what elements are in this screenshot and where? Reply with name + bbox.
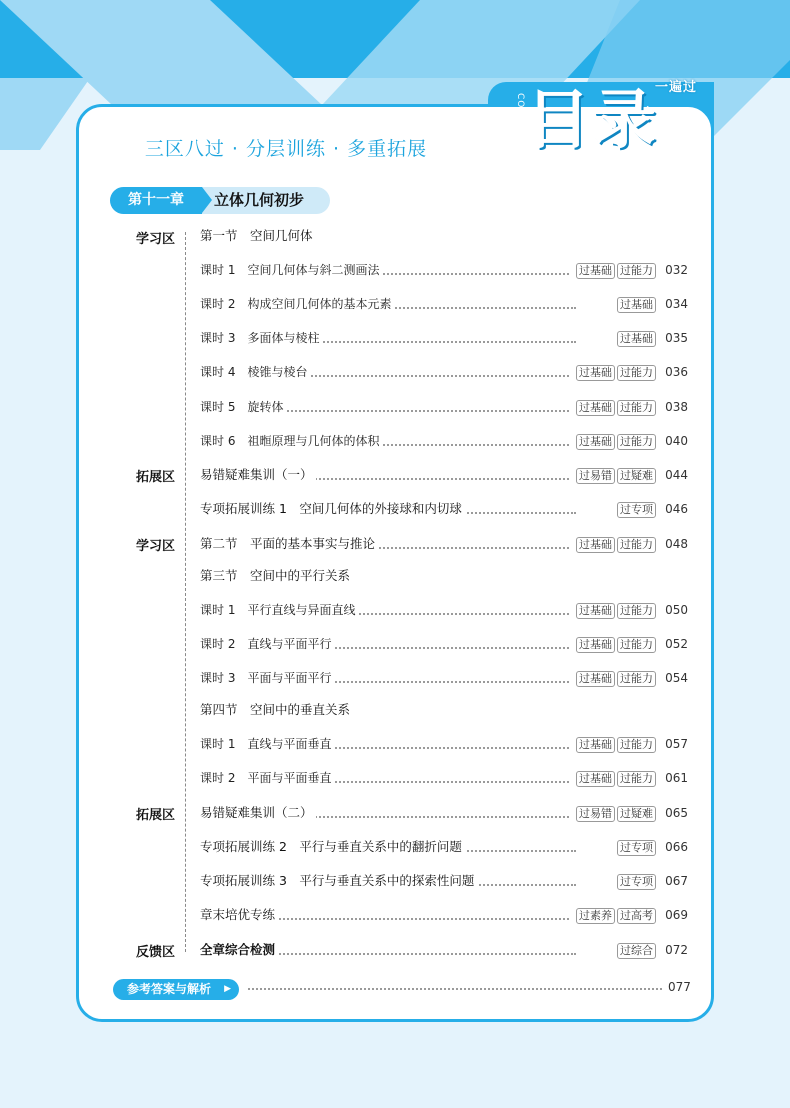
tag-badge: 过基础	[576, 637, 615, 653]
toc-text: 章末培优专练	[200, 906, 278, 924]
toc-lesson-1-2[interactable]	[200, 295, 688, 313]
tag-badge: 过能力	[617, 603, 656, 619]
toc-text: 课时 4 棱锥与棱台	[200, 363, 310, 381]
zone-label-study-1: 学习区	[136, 232, 176, 247]
dot-leader	[248, 988, 662, 990]
page-number: 032	[665, 263, 688, 277]
zone-label-study-2: 学习区	[136, 539, 176, 554]
tag-badge: 过能力	[617, 365, 656, 381]
toc-lesson-1-1[interactable]	[200, 261, 688, 279]
toc-text: 第三节 空间中的平行关系	[200, 567, 353, 585]
toc-special-training-3[interactable]	[200, 872, 688, 890]
page-number: 035	[665, 331, 688, 345]
zone-label-feedback: 反馈区	[136, 945, 176, 960]
tag-badge: 过易错	[576, 806, 615, 822]
tag-badge: 过疑难	[617, 468, 656, 484]
answers-page-number: 077	[668, 980, 691, 994]
tag-badge: 过基础	[576, 434, 615, 450]
toc-text: 课时 1 空间几何体与斜二测画法	[200, 261, 382, 279]
toc-lesson-3-1[interactable]	[200, 601, 688, 619]
zone-label-extend-1: 拓展区	[136, 470, 176, 485]
toc-text: 专项拓展训练 1 空间几何体的外接球和内切球	[200, 500, 465, 518]
page-number: 066	[665, 840, 688, 854]
toc-special-training-1[interactable]	[200, 500, 688, 518]
toc-text: 课时 1 直线与平面垂直	[200, 735, 334, 753]
toc-lesson-1-6[interactable]	[200, 432, 688, 450]
tag-badge: 过能力	[617, 400, 656, 416]
toc-section-1[interactable]	[200, 227, 688, 245]
toc-lesson-1-5[interactable]	[200, 398, 688, 416]
toc-lesson-1-4[interactable]	[200, 363, 688, 381]
toc-lesson-3-3[interactable]	[200, 669, 688, 687]
toc-special-training-2[interactable]	[200, 838, 688, 856]
toc-text: 第一节 空间几何体	[200, 227, 316, 245]
tag-badge: 过专项	[617, 840, 656, 856]
toc-text: 课时 2 直线与平面平行	[200, 635, 334, 653]
page-number: 048	[665, 537, 688, 551]
tag-badge: 过基础	[617, 297, 656, 313]
page-number: 046	[665, 502, 688, 516]
toc-lesson-3-2[interactable]	[200, 635, 688, 653]
tag-badge: 过基础	[576, 537, 615, 553]
tag-badge: 过高考	[617, 908, 656, 924]
brand-tag: 一遍过	[655, 80, 698, 95]
tag-badge: 过能力	[617, 771, 656, 787]
toc-text: 易错疑难集训（一）	[200, 466, 316, 484]
chapter-number: 第十一章	[110, 187, 202, 214]
tag-badge: 过能力	[617, 671, 656, 687]
toc-section-2[interactable]	[200, 535, 688, 553]
page-number: 044	[665, 468, 688, 482]
toc-text: 第二节 平面的基本事实与推论	[200, 535, 378, 553]
chapter-name: 立体几何初步	[214, 191, 305, 209]
page-number: 067	[665, 874, 688, 888]
toc-error-review-1[interactable]	[200, 466, 688, 484]
page-title: 目录	[526, 84, 658, 158]
toc-lesson-1-3[interactable]	[200, 329, 688, 347]
chapter-heading[interactable]	[110, 187, 330, 214]
zone-label-extend-2: 拓展区	[136, 808, 176, 823]
page-number: 038	[665, 400, 688, 414]
toc-error-review-2[interactable]	[200, 804, 688, 822]
page-number: 069	[665, 908, 688, 922]
tag-badge: 过基础	[576, 603, 615, 619]
tag-badge: 过专项	[617, 874, 656, 890]
toc-text: 课时 2 平面与平面垂直	[200, 769, 334, 787]
contents-word: CONTENTS	[515, 93, 525, 151]
tag-badge: 过综合	[617, 943, 656, 959]
timeline-line	[185, 232, 186, 952]
page-number: 052	[665, 637, 688, 651]
toc-chapter-test[interactable]	[200, 941, 688, 959]
toc-lesson-4-2[interactable]	[200, 769, 688, 787]
answers-button[interactable]	[113, 979, 239, 1000]
page-number: 040	[665, 434, 688, 448]
tag-badge: 过基础	[576, 771, 615, 787]
page-number: 050	[665, 603, 688, 617]
tag-badge: 过能力	[617, 637, 656, 653]
toc-chapter-practice[interactable]	[200, 906, 688, 924]
toc-text: 专项拓展训练 3 平行与垂直关系中的探索性问题	[200, 872, 477, 890]
toc-text: 课时 3 多面体与棱柱	[200, 329, 322, 347]
toc-text: 课时 2 构成空间几何体的基本元素	[200, 295, 394, 313]
tag-badge: 过能力	[617, 537, 656, 553]
tag-badge: 过易错	[576, 468, 615, 484]
toc-text: 第四节 空间中的垂直关系	[200, 701, 353, 719]
tag-badge: 过能力	[617, 434, 656, 450]
answers-label: 参考答案与解析	[127, 982, 212, 996]
tag-badge: 过基础	[617, 331, 656, 347]
toc-text: 易错疑难集训（二）	[200, 804, 316, 822]
page-number: 057	[665, 737, 688, 751]
toc-text: 全章综合检测	[200, 941, 278, 959]
toc-text: 课时 3 平面与平面平行	[200, 669, 334, 687]
tag-badge: 过基础	[576, 737, 615, 753]
page-number: 072	[665, 943, 688, 957]
tag-badge: 过素养	[576, 908, 615, 924]
subtitle: 三区八过 · 分层训练 · 多重拓展	[144, 138, 428, 160]
toc-text: 课时 6 祖暅原理与几何体的体积	[200, 432, 382, 450]
page-number: 036	[665, 365, 688, 379]
page-number: 034	[665, 297, 688, 311]
tag-badge: 过疑难	[617, 806, 656, 822]
page-number: 065	[665, 806, 688, 820]
tag-badge: 过基础	[576, 263, 615, 279]
tag-badge: 过专项	[617, 502, 656, 518]
tag-badge: 过基础	[576, 365, 615, 381]
tag-badge: 过基础	[576, 400, 615, 416]
toc-lesson-4-1[interactable]	[200, 735, 688, 753]
toc-text: 专项拓展训练 2 平行与垂直关系中的翻折问题	[200, 838, 465, 856]
play-arrow-icon: ▶	[224, 984, 231, 994]
toc-text: 课时 5 旋转体	[200, 398, 286, 416]
page-number: 061	[665, 771, 688, 785]
tag-badge: 过能力	[617, 737, 656, 753]
toc-text: 课时 1 平行直线与异面直线	[200, 601, 358, 619]
tag-badge: 过基础	[576, 671, 615, 687]
page-number: 054	[665, 671, 688, 685]
toc-section-4[interactable]	[200, 701, 688, 719]
toc-section-3[interactable]	[200, 567, 688, 585]
tag-badge: 过能力	[617, 263, 656, 279]
